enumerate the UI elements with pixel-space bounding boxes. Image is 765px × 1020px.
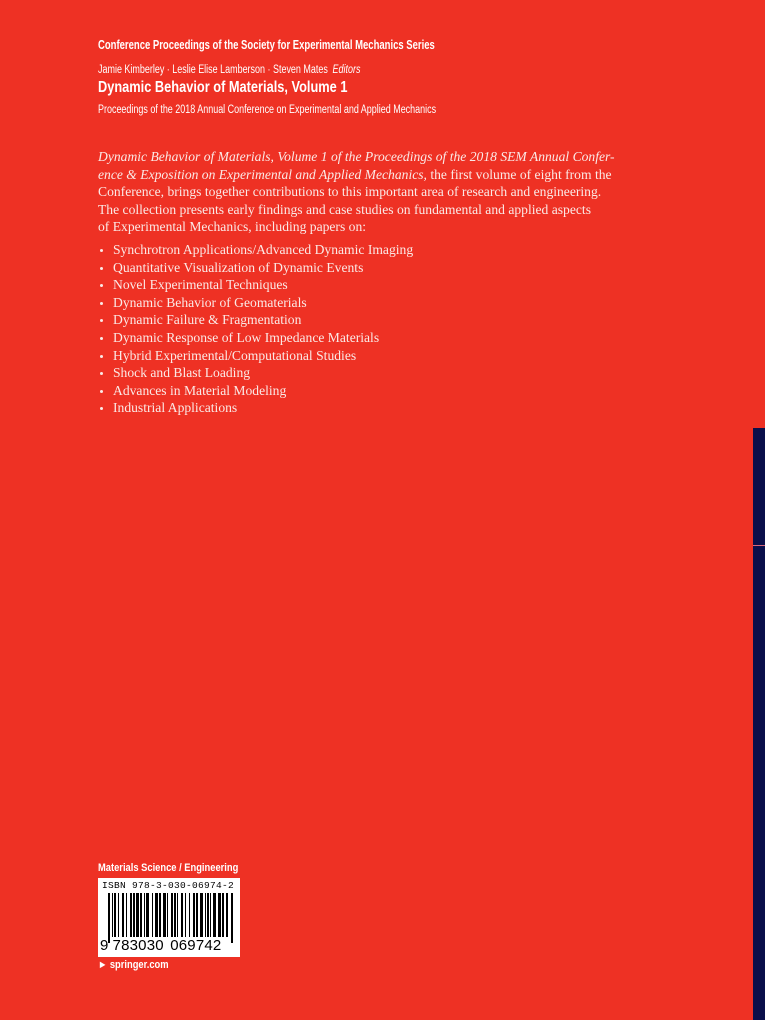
barcode-bar [118,893,119,937]
barcode-bar [181,893,183,937]
barcode-bar [114,893,116,937]
barcode-bar [171,893,173,943]
barcode-bar [155,893,158,937]
spine-strip [753,428,765,1020]
description-line: ence & Exposition on Experimental and Applied Mechanics, the first volume of eight from the [98,166,612,182]
barcode-bar [189,893,190,937]
barcode-bar [144,893,145,937]
barcode-bar [126,893,127,937]
list-item: Novel Experimental Techniques [98,276,413,294]
barcode-bar [159,893,161,937]
barcode-bar [177,893,178,937]
barcode-bar [112,893,113,937]
description-line: Dynamic Behavior of Materials, Volume 1 of the Proceedings of the 2018 SEM Annual Confer- [98,149,615,164]
barcode-bar [174,893,176,937]
list-item: Synchrotron Applications/Advanced Dynamic Imaging [98,241,413,259]
barcode-bar [167,893,168,937]
barcode-bar [185,893,186,937]
list-item: Hybrid Experimental/Computational Studies [98,347,413,365]
list-item: Advances in Material Modeling [98,382,413,400]
series-title: Conference Proceedings of the Society for Experimental Mechanics Series [98,38,435,52]
barcode-bar [193,893,195,937]
description-line: of Experimental Mechanics, including papers on: [98,219,367,235]
barcode-bar [152,893,153,937]
list-item: Industrial Applications [98,399,413,417]
barcode-bar [108,893,110,943]
barcode-bar [136,893,139,937]
description-line: The collection presents early findings and case studies on fundamental and applied aspects [98,201,591,217]
barcode-bars [108,893,236,943]
barcode-bar [231,893,233,943]
isbn-text: ISBN 978-3-030-06974-2 [102,880,235,891]
barcode-bar [133,893,135,937]
topic-list [98,241,413,417]
barcode-bar [122,893,124,937]
barcode-bar [196,893,198,937]
subject-category: Materials Science / Engineering [98,862,239,874]
list-item: Dynamic Behavior of Geomaterials [98,294,413,312]
barcode-bar [130,893,132,937]
list-item: Dynamic Failure & Fragmentation [98,311,413,329]
barcode-bar [205,893,206,937]
description-line: Conference, brings together contributions to this important area of research and engineering. [98,184,602,200]
spine-divider [753,545,765,546]
barcode [98,878,240,957]
arrow-icon: ► [98,959,110,971]
publisher-link[interactable]: ► springer.com [98,959,169,971]
barcode-bar [210,893,211,937]
editors [98,64,360,76]
book-subtitle: Proceedings of the 2018 Annual Conference on Experimental and Applied Mechanics [98,104,437,116]
barcode-bar [163,893,166,937]
list-item: Dynamic Response of Low Impedance Materials [98,329,413,347]
barcode-bar [222,893,224,937]
barcode-bar [200,893,203,937]
barcode-bar [226,893,228,937]
book-title: Dynamic Behavior of Materials, Volume 1 [98,79,348,96]
editors-role: Editors [332,64,361,76]
list-item: Quantitative Visualization of Dynamic Events [98,259,413,277]
barcode-bar [207,893,209,937]
list-item: Shock and Blast Loading [98,364,413,382]
barcode-bar [213,893,216,937]
barcode-bar [146,893,149,937]
barcode-bar [140,893,142,937]
ean-digits: 9 783030 069742 [100,937,222,954]
barcode-bar [218,893,221,937]
editor-names: Jamie Kimberley · Leslie Elise Lamberson · Steven Mates [98,64,328,76]
description [98,148,615,236]
